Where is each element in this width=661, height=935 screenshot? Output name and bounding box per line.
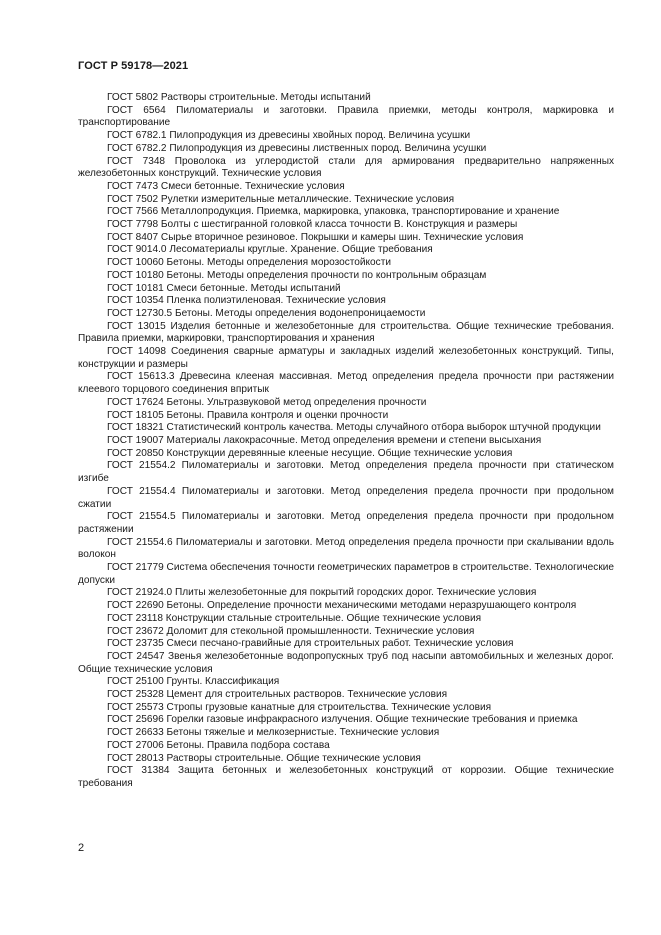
reference-item: ГОСТ 9014.0 Лесоматериалы круглые. Хранение. Общие требования [107, 244, 433, 256]
reference-item: ГОСТ 6782.2 Пилопродукция из древесины лиственных пород. Величина усушки [107, 142, 487, 154]
reference-item: ГОСТ 25100 Грунты. Классификация [107, 676, 280, 688]
reference-item: ГОСТ 7566 Металлопродукция. Приемка, маркировка, упаковка, транспортирование и хранение [107, 206, 560, 218]
reference-item: ГОСТ 6564 Пиломатериалы и заготовки. Правила приемки, методы контроля, маркировка и транспортирование [78, 104, 614, 129]
reference-item: ГОСТ 25328 Цемент для строительных растворов. Технические условия [107, 689, 448, 701]
reference-item: ГОСТ 19007 Материалы лакокрасочные. Метод определения времени и степени высыхания [107, 434, 542, 446]
reference-item: ГОСТ 12730.5 Бетоны. Методы определения водонепроницаемости [107, 307, 426, 319]
reference-item: ГОСТ 25573 Стропы грузовые канатные для строительства. Технические условия [107, 701, 492, 713]
reference-item: ГОСТ 7348 Проволока из углеродистой стали для армирования предварительно напряженных железобетонных конструкций. Технические условия [78, 155, 614, 180]
reference-item: ГОСТ 31384 Защита бетонных и железобетонных конструкций от коррозии. Общие технические требования [78, 765, 614, 789]
reference-item: ГОСТ 20850 Конструкции деревянные клееные несущие. Общие технические условия [107, 447, 513, 459]
reference-item: ГОСТ 13015 Изделия бетонные и железобетонные для строительства. Общие технические требования. Правила приемки, маркировки, транспортирования и хранения [78, 320, 614, 345]
reference-item: ГОСТ 23118 Конструкции стальные строительные. Общие технические условия [107, 612, 482, 624]
reference-item: ГОСТ 10181 Смеси бетонные. Методы испытаний [107, 282, 341, 294]
page-number: 2 [78, 842, 85, 854]
reference-item: ГОСТ 10060 Бетоны. Методы определения морозостойкости [107, 257, 391, 269]
reference-item: ГОСТ 23672 Доломит для стекольной промышленности. Технические условия [107, 625, 475, 637]
reference-item: ГОСТ 10354 Пленка полиэтиленовая. Технические условия [107, 295, 386, 307]
reference-item: ГОСТ 22690 Бетоны. Определение прочности механическими методами неразрушающего контроля [107, 600, 577, 612]
reference-item: ГОСТ 26633 Бетоны тяжелые и мелкозернистые. Технические условия [107, 727, 440, 739]
reference-item: ГОСТ 15613.3 Древесина клееная массивная. Метод определения предела прочности при растяжении клеевого торцового соединения впритык [78, 371, 614, 396]
reference-item: ГОСТ 23735 Смеси песчано-гравийные для строительных работ. Технические условия [107, 638, 514, 650]
reference-item: ГОСТ 8407 Сырье вторичное резиновое. Покрышки и камеры шин. Технические условия [107, 231, 524, 243]
reference-item: ГОСТ 7798 Болты с шестигранной головкой класса точности В. Конструкция и размеры [107, 219, 518, 231]
reference-item: ГОСТ 5802 Растворы строительные. Методы испытаний [107, 92, 371, 103]
reference-item: ГОСТ 21554.2 Пиломатериалы и заготовки. Метод определения предела прочности при статическом изгибе [78, 460, 614, 485]
reference-item: ГОСТ 24547 Звенья железобетонные водопропускных труб под насыпи автомобильных и железных дорог. Общие технические условия [78, 650, 614, 675]
reference-item: ГОСТ 14098 Соединения сварные арматуры и закладных изделий железобетонных конструкций. Типы, конструкции и размеры [78, 346, 614, 370]
reference-item: ГОСТ 17624 Бетоны. Ультразвуковой метод определения прочности [107, 396, 427, 408]
normative-references-list [78, 92, 614, 791]
reference-item: ГОСТ 21924.0 Плиты железобетонные для покрытий городских дорог. Технические условия [107, 587, 537, 599]
reference-item: ГОСТ 25696 Горелки газовые инфракрасного излучения. Общие технические требования и приемка [107, 714, 578, 726]
reference-item: ГОСТ 18105 Бетоны. Правила контроля и оценки прочности [107, 409, 389, 421]
reference-item: ГОСТ 21554.4 Пиломатериалы и заготовки. Метод определения предела прочности при продольном сжатии [78, 485, 614, 510]
reference-item: ГОСТ 21554.5 Пиломатериалы и заготовки. Метод определения предела прочности при продольном растяжении [78, 511, 614, 535]
reference-item: ГОСТ 21554.6 Пиломатериалы и заготовки. Метод определения предела прочности при скалывании вдоль волокон [78, 536, 614, 561]
reference-item: ГОСТ 21779 Система обеспечения точности геометрических параметров в строительстве. Технологические допуски [78, 562, 614, 586]
reference-item: ГОСТ 7502 Рулетки измерительные металлические. Технические условия [107, 193, 455, 205]
reference-item: ГОСТ 7473 Смеси бетонные. Технические условия [107, 180, 345, 192]
document-header-title: ГОСТ Р 59178—2021 [78, 60, 189, 72]
reference-item: ГОСТ 18321 Статистический контроль качества. Методы случайного отбора выборок штучной продукции [107, 422, 601, 434]
reference-item: ГОСТ 6782.1 Пилопродукция из древесины хвойных пород. Величина усушки [107, 130, 471, 142]
reference-item: ГОСТ 27006 Бетоны. Правила подбора состава [107, 739, 330, 751]
reference-item: ГОСТ 28013 Растворы строительные. Общие технические условия [107, 752, 421, 764]
reference-item: ГОСТ 10180 Бетоны. Методы определения прочности по контрольным образцам [107, 269, 487, 281]
